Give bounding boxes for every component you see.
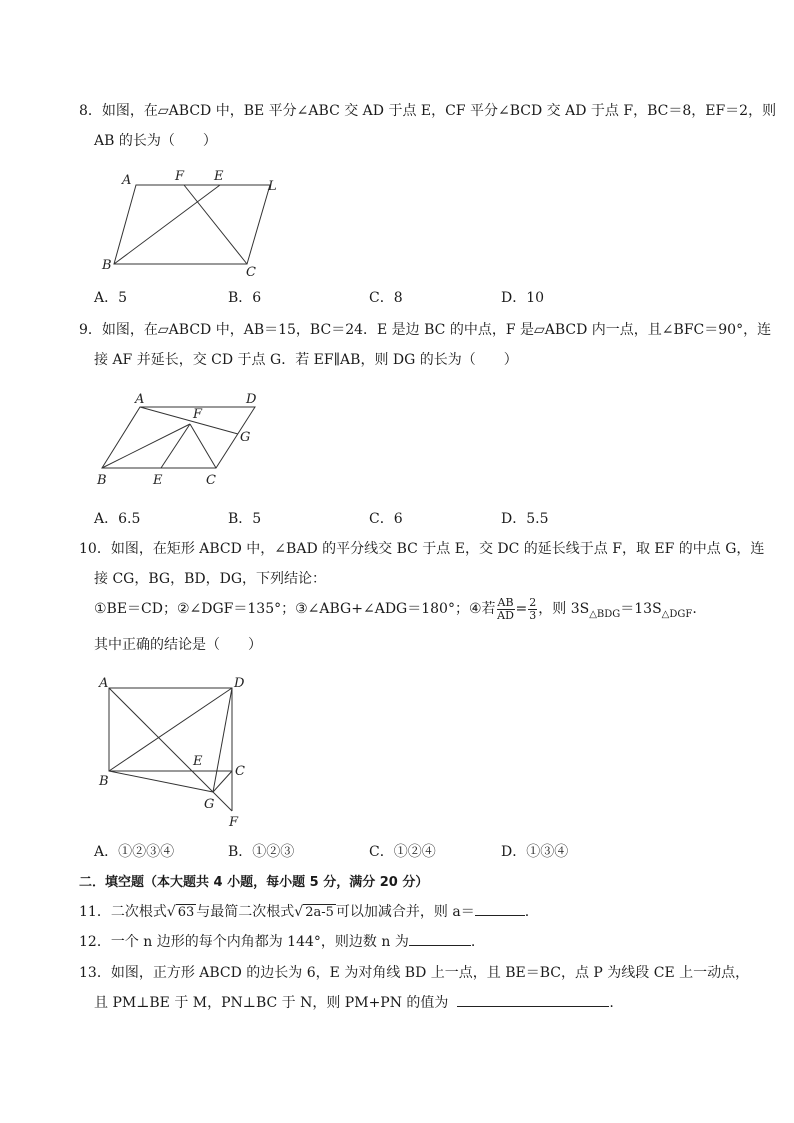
option-d[interactable]: D．10 [501,290,545,306]
conclusions-text-2: ，则 3S [538,601,590,617]
fraction-numerator: 2 [529,595,537,609]
question-12 [79,927,729,957]
option-d[interactable]: D．5.5 [501,511,549,527]
fraction-ab-ad [497,597,515,622]
fraction-denominator: AD [497,608,514,622]
answer-blank[interactable] [409,929,471,946]
segment-ef [161,424,190,468]
question-12-line [79,927,729,957]
parallelogram-abcd [102,407,255,468]
label-b: B [99,774,109,789]
label-a: A [122,173,132,188]
label-e: E [214,169,224,184]
option-c[interactable]: C．8 [369,290,403,306]
question-10-line-2: 接 CG，BG，BD，DG，下列结论： [94,571,326,587]
option-b[interactable]: B．5 [228,511,262,527]
label-f: F [193,407,203,422]
segment-bg [109,771,213,792]
subscript-dgf: △DGF [661,608,693,620]
question-10-conclusions [79,594,729,630]
label-c: C [246,265,256,280]
question-9 [79,315,772,375]
answer-blank[interactable] [475,899,525,916]
question-8-line-2: AB 的长为（ ） [94,133,217,149]
question-10-line-1: 10．如图，在矩形 ABCD 中，∠BAD 的平分线交 BC 于点 E，交 DC 的延长线于点 F，取 EF 的中点 G，连 [79,541,765,557]
label-a: A [135,392,145,407]
question-11-text-2: 与最简二次根式 [196,904,295,920]
question-10-line-4: 其中正确的结论是（ ） [94,636,262,653]
question-13-text: 且 PM⊥BE 于 M，PN⊥BC 于 N，则 PM+PN 的值为 [94,995,449,1011]
question-8-figure [100,168,290,278]
sqrt-icon: √ [294,904,304,920]
question-12-text: 12．一个 n 边形的每个内角都为 144°，则边数 n 为 [79,934,409,950]
conclusions-text-4: . [692,601,697,617]
label-f: F [229,815,239,830]
label-d: D [246,392,257,407]
sqrt-icon: √ [166,904,176,920]
segment-dg [213,688,232,792]
radicand-2a-5: 2a-5 [305,905,334,920]
question-9-line-2: 接 AF 并延长，交 CD 于点 G．若 EF∥AB，则 DG 的长为（ ） [94,352,518,368]
segment-be [114,185,220,264]
equals-sign: = [515,601,528,617]
label-e: E [193,754,203,769]
label-g: G [204,797,215,812]
label-g: G [240,430,251,445]
conclusions-text-1: ①BE＝CD；②∠DGF＝135°；③∠ABG+∠ADG＝180°；④若 [94,601,496,617]
segment-cf [184,185,247,264]
fraction-denominator: 3 [529,608,537,622]
question-11-end: . [524,904,530,920]
option-b[interactable]: B．①②③ [228,844,295,860]
question-11 [79,897,729,927]
option-a[interactable]: A．6.5 [94,511,141,527]
question-9-figure [95,390,270,490]
label-b: B [97,473,107,488]
question-11-text-3: 可以加减合并，则 a＝ [335,904,475,920]
question-8-line-1: 8．如图，在▱ABCD 中，BE 平分∠ABC 交 AD 于点 E，CF 平分∠BCD 交 AD 于点 F，BC＝8，EF＝2，则 [79,103,777,119]
option-d[interactable]: D．①③④ [501,844,569,860]
option-c[interactable]: C．6 [369,511,403,527]
question-10-options [94,841,694,865]
label-d: L [268,179,277,194]
question-8-options [94,287,694,311]
label-b: B [102,258,112,273]
option-b[interactable]: B．6 [228,290,262,306]
option-c[interactable]: C．①②④ [369,844,436,860]
segment-cf [190,424,216,468]
question-13-line-2 [79,988,729,1018]
question-13-line-1: 13．如图，正方形 ABCD 的边长为 6，E 为对角线 BD 上一点，且 BE＝BC，点 P 为线段 CE 上一动点， [79,965,750,981]
question-8 [79,96,777,156]
label-c: C [206,473,216,488]
question-9-options [94,508,694,532]
question-13-end: . [609,995,614,1011]
question-13 [79,958,750,1018]
question-10 [79,534,765,660]
label-e: E [153,473,163,488]
fraction-two-thirds [528,597,537,622]
question-11-line [79,897,729,927]
option-a[interactable]: A．5 [94,290,128,306]
bisector-af [109,688,232,811]
segment-ag [140,407,238,434]
question-10-figure [96,674,256,832]
parallelogram-abcd [114,185,270,264]
conclusions-text-3: ＝13S [620,601,662,617]
diagonal-bd [109,688,232,771]
label-c: C [235,764,245,779]
question-9-line-1: 9．如图，在▱ABCD 中，AB＝15，BC＝24．E 是边 BC 的中点，F 是▱ABCD 内一点，且∠BFC＝90°，连 [79,322,772,338]
question-12-end: . [470,934,476,950]
section-heading-fill-in: 二．填空题（本大题共 4 小题，每小题 5 分，满分 20 分） [79,875,429,890]
answer-blank[interactable] [457,990,609,1007]
fraction-numerator: AB [497,595,514,609]
label-d: D [234,676,245,691]
subscript-bdg: △BDG [589,608,621,620]
radicand-63: 63 [177,905,195,920]
option-a[interactable]: A．①②③④ [94,844,175,860]
question-11-text-1: 11．二次根式 [79,904,167,920]
label-a: A [99,676,109,691]
label-f: F [175,169,185,184]
